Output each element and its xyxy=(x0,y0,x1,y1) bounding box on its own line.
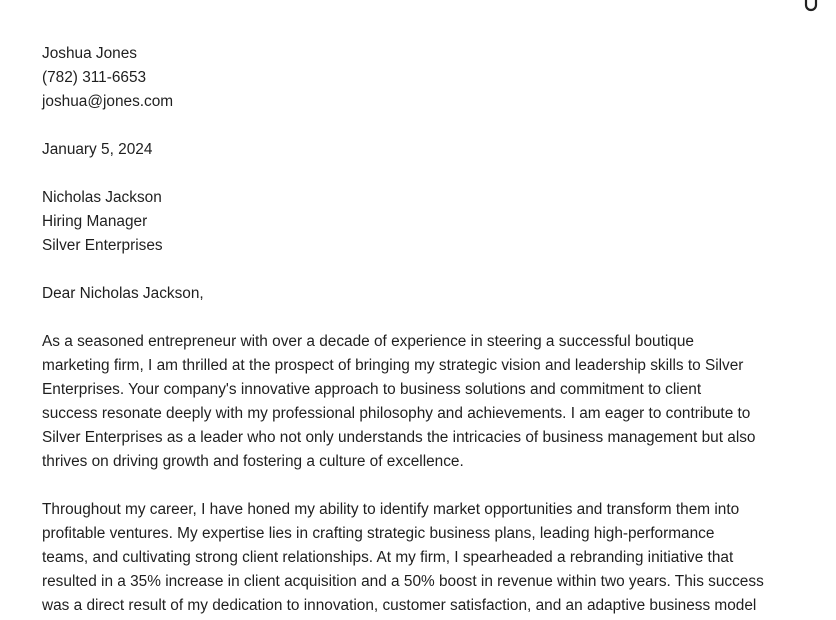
salutation: Dear Nicholas Jackson, xyxy=(42,285,204,302)
paragraph-line: was a direct result of my dedication to innovation, customer satisfaction, and an adaptive business model xyxy=(42,597,757,614)
recipient-block xyxy=(42,186,802,258)
paragraph-line: marketing firm, I am thrilled at the prospect of bringing my strategic vision and leadership skills to Silver xyxy=(42,357,744,374)
paragraph-line: Throughout my career, I have honed my ability to identify market opportunities and transform them into xyxy=(42,501,740,518)
recipient-company: Silver Enterprises xyxy=(42,237,163,254)
sender-name: Joshua Jones xyxy=(42,45,137,62)
sender-phone: (782) 311-6653 xyxy=(42,69,147,86)
paragraph-line: Silver Enterprises as a leader who not only understands the intricacies of business management but also xyxy=(42,429,756,446)
paragraph-line: As a seasoned entrepreneur with over a decade of experience in steering a successful boutique xyxy=(42,333,694,350)
salutation-block xyxy=(42,282,802,306)
paragraph-line: resulted in a 35% increase in client acquisition and a 50% boost in revenue within two years. This success xyxy=(42,573,764,590)
paragraph-line: thrives on driving growth and fostering a culture of excellence. xyxy=(42,453,464,470)
date-block xyxy=(42,138,802,162)
recipient-name: Nicholas Jackson xyxy=(42,189,162,206)
paragraph-line: Enterprises. Your company's innovative approach to business solutions and commitment to client xyxy=(42,381,702,398)
paperclip-icon xyxy=(804,0,818,14)
paragraph-line: success resonate deeply with my professional philosophy and achievements. I am eager to contribute to xyxy=(42,405,751,422)
body-paragraph-2 xyxy=(42,498,802,618)
sender-email: joshua@jones.com xyxy=(42,93,174,110)
paragraph-line: teams, and cultivating strong client relationships. At my firm, I spearheaded a rebranding initiative that xyxy=(42,549,734,566)
sender-block xyxy=(42,42,802,114)
recipient-title: Hiring Manager xyxy=(42,213,148,230)
letter-date: January 5, 2024 xyxy=(42,141,153,158)
paragraph-line: profitable ventures. My expertise lies in crafting strategic business plans, leading high-performance xyxy=(42,525,715,542)
body-paragraph-1 xyxy=(42,330,802,474)
cover-letter xyxy=(42,42,802,620)
